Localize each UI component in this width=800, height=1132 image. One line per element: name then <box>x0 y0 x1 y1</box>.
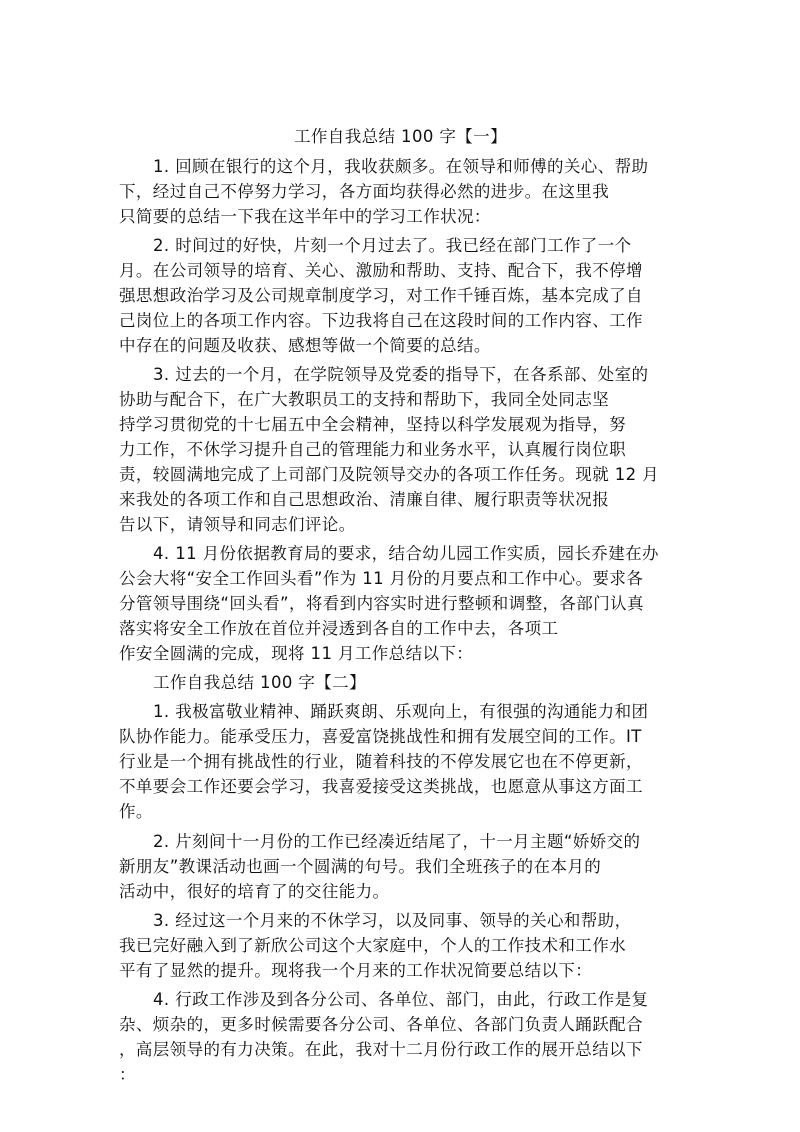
paragraph-line: 责，较圆满地完成了上司部门及院领导交办的各项工作任务。现就 12 月 <box>119 465 660 484</box>
paragraph-line: 作。 <box>119 802 153 821</box>
paragraph-line: 己岗位上的各项工作内容。下边我将自己在这段时间的工作内容、工作 <box>119 311 643 330</box>
paragraph-line: 2. 片刻间十一月份的工作已经凑近结尾了，十一月主题“娇娇交的 <box>153 832 641 851</box>
paragraph-line: 1. 我极富敬业精神、踊跃爽朗、乐观向上，有很强的沟通能力和团 <box>153 702 649 721</box>
paragraph-line: 中存在的问题及收获、感想等做一个简要的总结。 <box>119 336 491 355</box>
paragraph-line: 队协作能力。能承受压力，喜爱富饶挑战性和拥有发展空间的工作。IT <box>119 727 642 746</box>
paragraph-line: 4. 行政工作涉及到各分公司、各单位、部门，由此，行政工作是复 <box>153 990 649 1009</box>
paragraph-line: 来我处的各项工作和自己思想政治、清廉自律、履行职责等状况报 <box>119 490 610 509</box>
paragraph-line: 1. 回顾在银行的这个月，我收获颇多。在领导和师傅的关心、帮助 <box>153 157 649 176</box>
paragraph-line: 公会大将“安全工作回头看”作为 11 月份的月要点和工作中心。要求各 <box>119 569 644 588</box>
paragraph-line: 分管领导围绕“回头看”，将看到内容实时进行整顿和调整，各部门认真 <box>119 594 644 613</box>
paragraph-line: 行业是一个拥有挑战性的行业，随着科技的不停发展它也在不停更新， <box>119 752 643 771</box>
paragraph-line: 月。在公司领导的培育、关心、激励和帮助、支持、配合下，我不停增 <box>119 261 643 280</box>
paragraph-line: 活动中，很好的培育了的交往能力。 <box>119 882 390 901</box>
paragraph-line: 杂、烦杂的，更多时候需要各分公司、各单位、各部门负责人踊跃配合 <box>119 1015 643 1034</box>
paragraph-line: 作安全圆满的完成，现将 11 月工作总结以下： <box>119 644 474 663</box>
section-title-1: 工作自我总结 100 字【一】 <box>294 127 507 146</box>
paragraph-line: 4. 11 月份依据教育局的要求，结合幼儿园工作实质，园长乔建在办 <box>153 544 659 563</box>
section-title-2: 工作自我总结 100 字【二】 <box>153 673 366 692</box>
paragraph-line: 告以下，请领导和同志们评论。 <box>119 515 356 534</box>
paragraph-line: 3. 过去的一个月，在学院领导及党委的指导下，在各系部、处室的 <box>153 365 649 384</box>
paragraph-line: 平有了显然的提升。现将我一个月来的工作状况简要总结以下： <box>119 961 593 980</box>
paragraph-line: 不单要会工作还要会学习，我喜爱接受这类挑战，也愿意从事这方面工 <box>119 777 643 796</box>
paragraph-line: 力工作，不休学习提升自己的管理能力和业务水平，认真履行岗位职 <box>119 440 626 459</box>
paragraph-line: 持学习贯彻党的十七届五中全会精神，坚持以科学发展观为指导，努 <box>119 415 626 434</box>
paragraph-line: 2. 时间过的好快，片刻一个月过去了。我已经在部门工作了一个 <box>153 236 632 255</box>
paragraph-line: 我已完好融入到了新欣公司这个大家庭中，个人的工作技术和工作水 <box>119 936 626 955</box>
paragraph-line: 协助与配合下，在广大教职员工的支持和帮助下，我同全处同志坚 <box>119 390 610 409</box>
paragraph-line: 强思想政治学习及公司规章制度学习，对工作千锤百炼，基本完成了自 <box>119 286 643 305</box>
paragraph-line: ： <box>119 1065 136 1084</box>
paragraph-line: 下，经过自己不停努力学习，各方面均获得必然的进步。在这里我 <box>119 182 610 201</box>
paragraph-line: 只简要的总结一下我在这半年中的学习工作状况： <box>119 207 491 226</box>
paragraph-line: 3. 经过这一个月来的不休学习，以及同事、领导的关心和帮助， <box>153 911 632 930</box>
paragraph-line: ，高层领导的有力决策。在此，我对十二月份行政工作的展开总结以下 <box>119 1040 643 1059</box>
paragraph-line: 新朋友”教课活动也画一个圆满的句号。我们全班孩子的在本月的 <box>119 857 602 876</box>
paragraph-line: 落实将安全工作放在首位并浸透到各自的工作中去，各项工 <box>119 619 559 638</box>
